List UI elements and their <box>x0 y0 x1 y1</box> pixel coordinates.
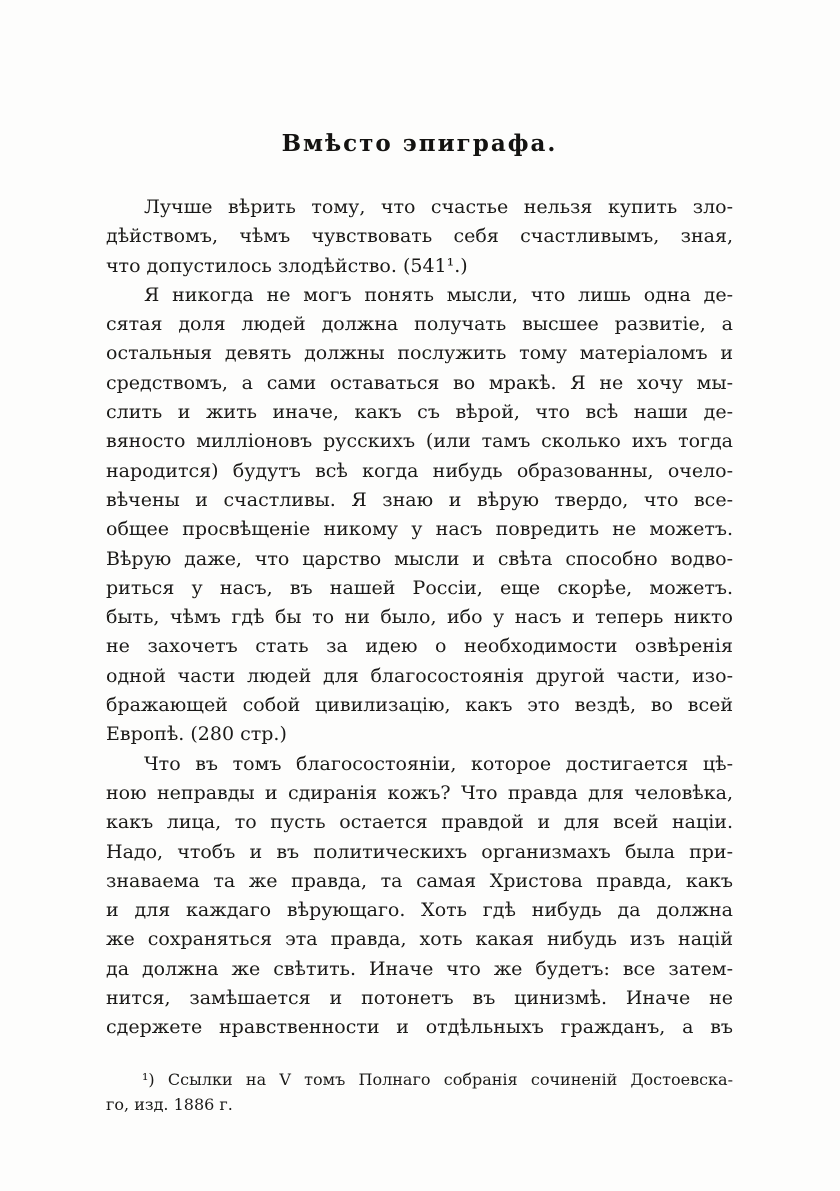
text-line: риться у насъ, въ нашей Россіи, еще скорѣе, можетъ. <box>106 576 733 599</box>
paragraph <box>106 193 733 281</box>
text-line: дѣйствомъ, чѣмъ чувствовать себя счастливымъ, зная, <box>106 225 733 248</box>
text-line: бражающей собой цивилизацію, какъ это вездѣ, во всей <box>106 694 733 717</box>
text-line: Что въ томъ благосостояніи, которое достигается цѣ- <box>144 752 733 775</box>
text-line: Лучше вѣрить тому, что счастье нельзя купить зло- <box>144 196 733 218</box>
text-line: что допустилось злодѣйство. (541¹.) <box>106 254 468 277</box>
text-line: общее просвѣщеніе никому у насъ повредить не можетъ. <box>106 518 733 541</box>
paragraph <box>106 750 733 1043</box>
text-line: Я никогда не могъ понять мысли, что лишь одна де- <box>144 283 733 306</box>
footnote-line: го, изд. 1886 г. <box>106 1094 233 1114</box>
text-line: быть, чѣмъ гдѣ бы то ни было, ибо у насъ и теперь никто <box>106 606 733 629</box>
text-line: и для каждаго вѣрующаго. Хоть гдѣ нибудь да должна <box>106 899 733 922</box>
text-line: сдержете нравственности и отдѣльныхъ гражданъ, а въ <box>106 1016 733 1039</box>
text-line: средствомъ, а сами оставаться во мракѣ. Я не хочу мы- <box>106 371 733 394</box>
text-line: да должна же свѣтить. Иначе что же будетъ: все затем- <box>106 957 733 980</box>
paragraph <box>106 281 733 750</box>
text-line: Европѣ. (280 стр.) <box>106 723 287 746</box>
text-line: народится) будутъ всѣ когда нибудь образованны, очело- <box>106 459 733 482</box>
footnote <box>106 1067 733 1117</box>
text-line: нится, замѣшается и потонетъ въ цинизмѣ. Иначе не <box>106 987 733 1010</box>
text-line: сятая доля людей должна получать высшее развитіе, а <box>106 313 733 336</box>
text-line: остальныя девять должны послужить тому матеріаломъ и <box>106 342 733 365</box>
page-title: Вмѣсто эпиграфа. <box>281 130 558 157</box>
text-line: не захочетъ стать за идею о необходимости озвѣренія <box>106 635 733 658</box>
text-line: вяносто милліоновъ русскихъ (или тамъ сколько ихъ тогда <box>106 430 733 453</box>
footnote-line: ¹) Ссылки на V томъ Полнаго собранія сочиненій Достоевска- <box>142 1069 733 1089</box>
text-line: ною неправды и сдиранія кожъ? Что правда для человѣка, <box>106 781 733 804</box>
text-line: же сохраняться эта правда, хоть какая нибудь изъ націй <box>106 928 733 951</box>
text-line: Вѣрую даже, что царство мысли и свѣта способно водво- <box>106 547 733 570</box>
text-line: вѣчены и счастливы. Я знаю и вѣрую твердо, что все- <box>106 488 733 511</box>
text-line: знаваема та же правда, та самая Христова правда, какъ <box>106 869 733 892</box>
body-text <box>106 193 733 1043</box>
text-line: слить и жить иначе, какъ съ вѣрой, что всѣ наши де- <box>106 401 733 424</box>
text-line: какъ лица, то пусть остается правдой и для всей націи. <box>106 811 733 834</box>
text-line: Надо, чтобъ и въ политическихъ организмахъ была при- <box>106 840 733 863</box>
text-line: одной части людей для благосостоянія другой части, изо- <box>106 664 733 687</box>
